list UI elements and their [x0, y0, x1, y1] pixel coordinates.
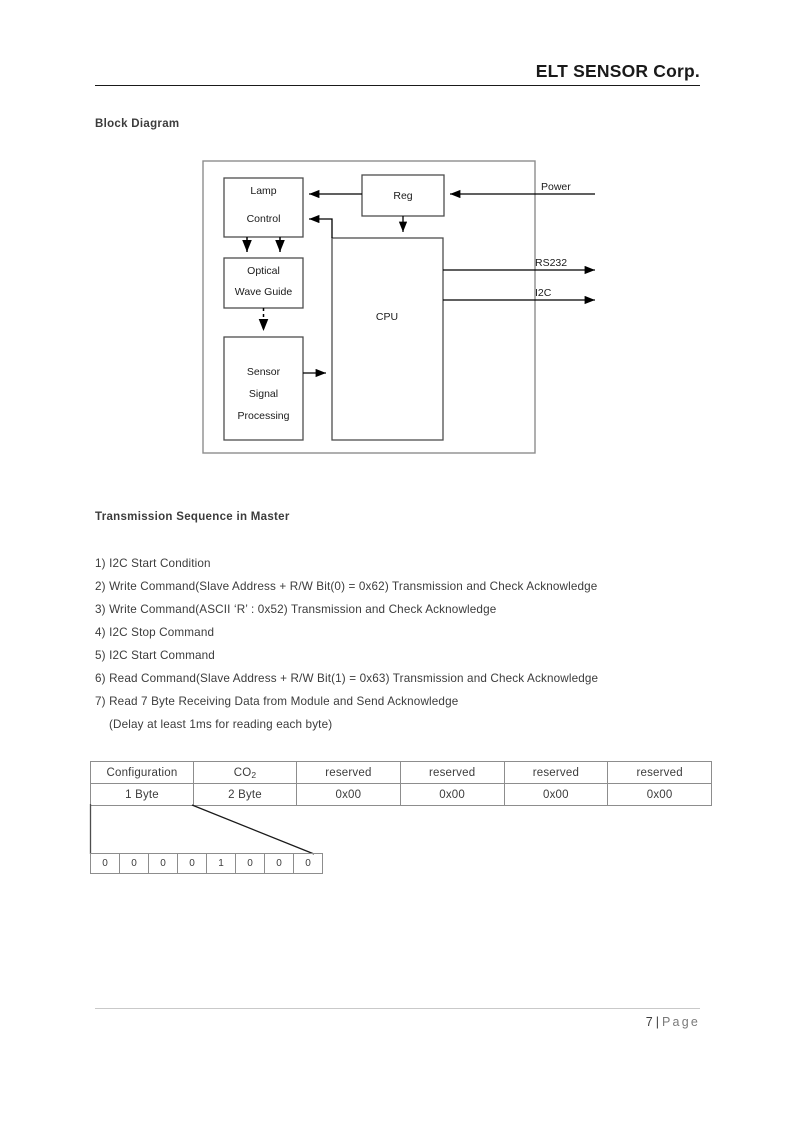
table-row-bits	[91, 854, 323, 874]
transmission-step: 6) Read Command(Slave Address + R/W Bit(1) = 0x63) Transmission and Check Acknowledge	[95, 672, 599, 685]
page-word: Page	[662, 1015, 700, 1029]
callout-diagonal-line	[192, 805, 314, 854]
transmission-step: 1) I2C Start Condition	[95, 557, 211, 570]
transmission-step: 2) Write Command(Slave Address + R/W Bit(0) = 0x62) Transmission and Check Acknowledge	[95, 580, 598, 593]
box-sensor-label-3: Processing	[237, 410, 290, 422]
box-sensor-label-1: Sensor	[246, 366, 281, 378]
co2-subscript: 2	[251, 769, 257, 780]
bit-cell: 0	[236, 854, 265, 874]
box-cpu	[332, 238, 443, 440]
page-number: 7	[645, 1015, 653, 1029]
bit-cell: 0	[178, 854, 207, 874]
transmission-step-note: (Delay at least 1ms for reading each byte)	[109, 718, 333, 731]
arrow-cpu-to-lamp-control	[309, 219, 332, 238]
transmission-sequence-list	[95, 552, 715, 736]
box-optical-label-1: Optical	[247, 265, 280, 277]
signal-label-rs232: RS232	[535, 257, 568, 269]
box-cpu-label: CPU	[375, 311, 399, 323]
byte-layout-table	[90, 761, 712, 806]
box-reg-label: Reg	[393, 190, 413, 202]
table-cell-reserved-header: reserved	[608, 762, 712, 784]
box-lamp-control-label-1: Lamp	[250, 185, 277, 197]
box-sensor-label-2: Signal	[248, 388, 279, 400]
table-cell-configuration-header: Configuration	[91, 762, 194, 784]
table-cell-value: 0x00	[608, 784, 712, 806]
bit-cell: 0	[91, 854, 120, 874]
bit-cell: 0	[149, 854, 178, 874]
co2-base: CO	[233, 766, 252, 779]
bit-row-table	[90, 853, 323, 874]
table-cell-value: 0x00	[504, 784, 608, 806]
transmission-step: 3) Write Command(ASCII ‘R’ : 0x52) Transmission and Check Acknowledge	[95, 603, 497, 616]
table-row-values	[91, 784, 712, 806]
section-heading-transmission: Transmission Sequence in Master	[95, 511, 290, 523]
transmission-step: 4) I2C Stop Command	[95, 626, 215, 639]
table-cell-reserved-header: reserved	[400, 762, 504, 784]
table-cell-value: 0x00	[297, 784, 401, 806]
page-separator: |	[655, 1015, 659, 1029]
bit-cell: 0	[120, 854, 149, 874]
transmission-step: 5) I2C Start Command	[95, 649, 215, 662]
bit-cell: 0	[294, 854, 323, 874]
table-cell-value: 0x00	[400, 784, 504, 806]
block-diagram-svg	[95, 150, 705, 470]
table-cell-reserved-header: reserved	[504, 762, 608, 784]
transmission-step: 7) Read 7 Byte Receiving Data from Module and Send Acknowledge	[95, 695, 459, 708]
page-number-block	[646, 1015, 700, 1029]
company-name: ELT SENSOR Corp.	[535, 61, 700, 81]
bit-cell: 0	[265, 854, 294, 874]
section-heading-block-diagram: Block Diagram	[95, 118, 180, 130]
page-footer	[95, 1008, 700, 1039]
box-optical-label-2: Wave Guide	[234, 286, 293, 298]
block-diagram-figure	[95, 150, 705, 470]
signal-label-power: Power	[541, 181, 571, 193]
table-cell-value: 2 Byte	[194, 784, 297, 806]
signal-label-i2c: I2C	[535, 287, 552, 299]
table-row-header	[91, 762, 712, 784]
page-header	[95, 52, 700, 86]
box-lamp-control-label-2: Control	[246, 213, 281, 225]
bit-cell: 1	[207, 854, 236, 874]
table-cell-value: 1 Byte	[91, 784, 194, 806]
table-cell-co2-header	[194, 762, 297, 784]
table-cell-reserved-header: reserved	[297, 762, 401, 784]
